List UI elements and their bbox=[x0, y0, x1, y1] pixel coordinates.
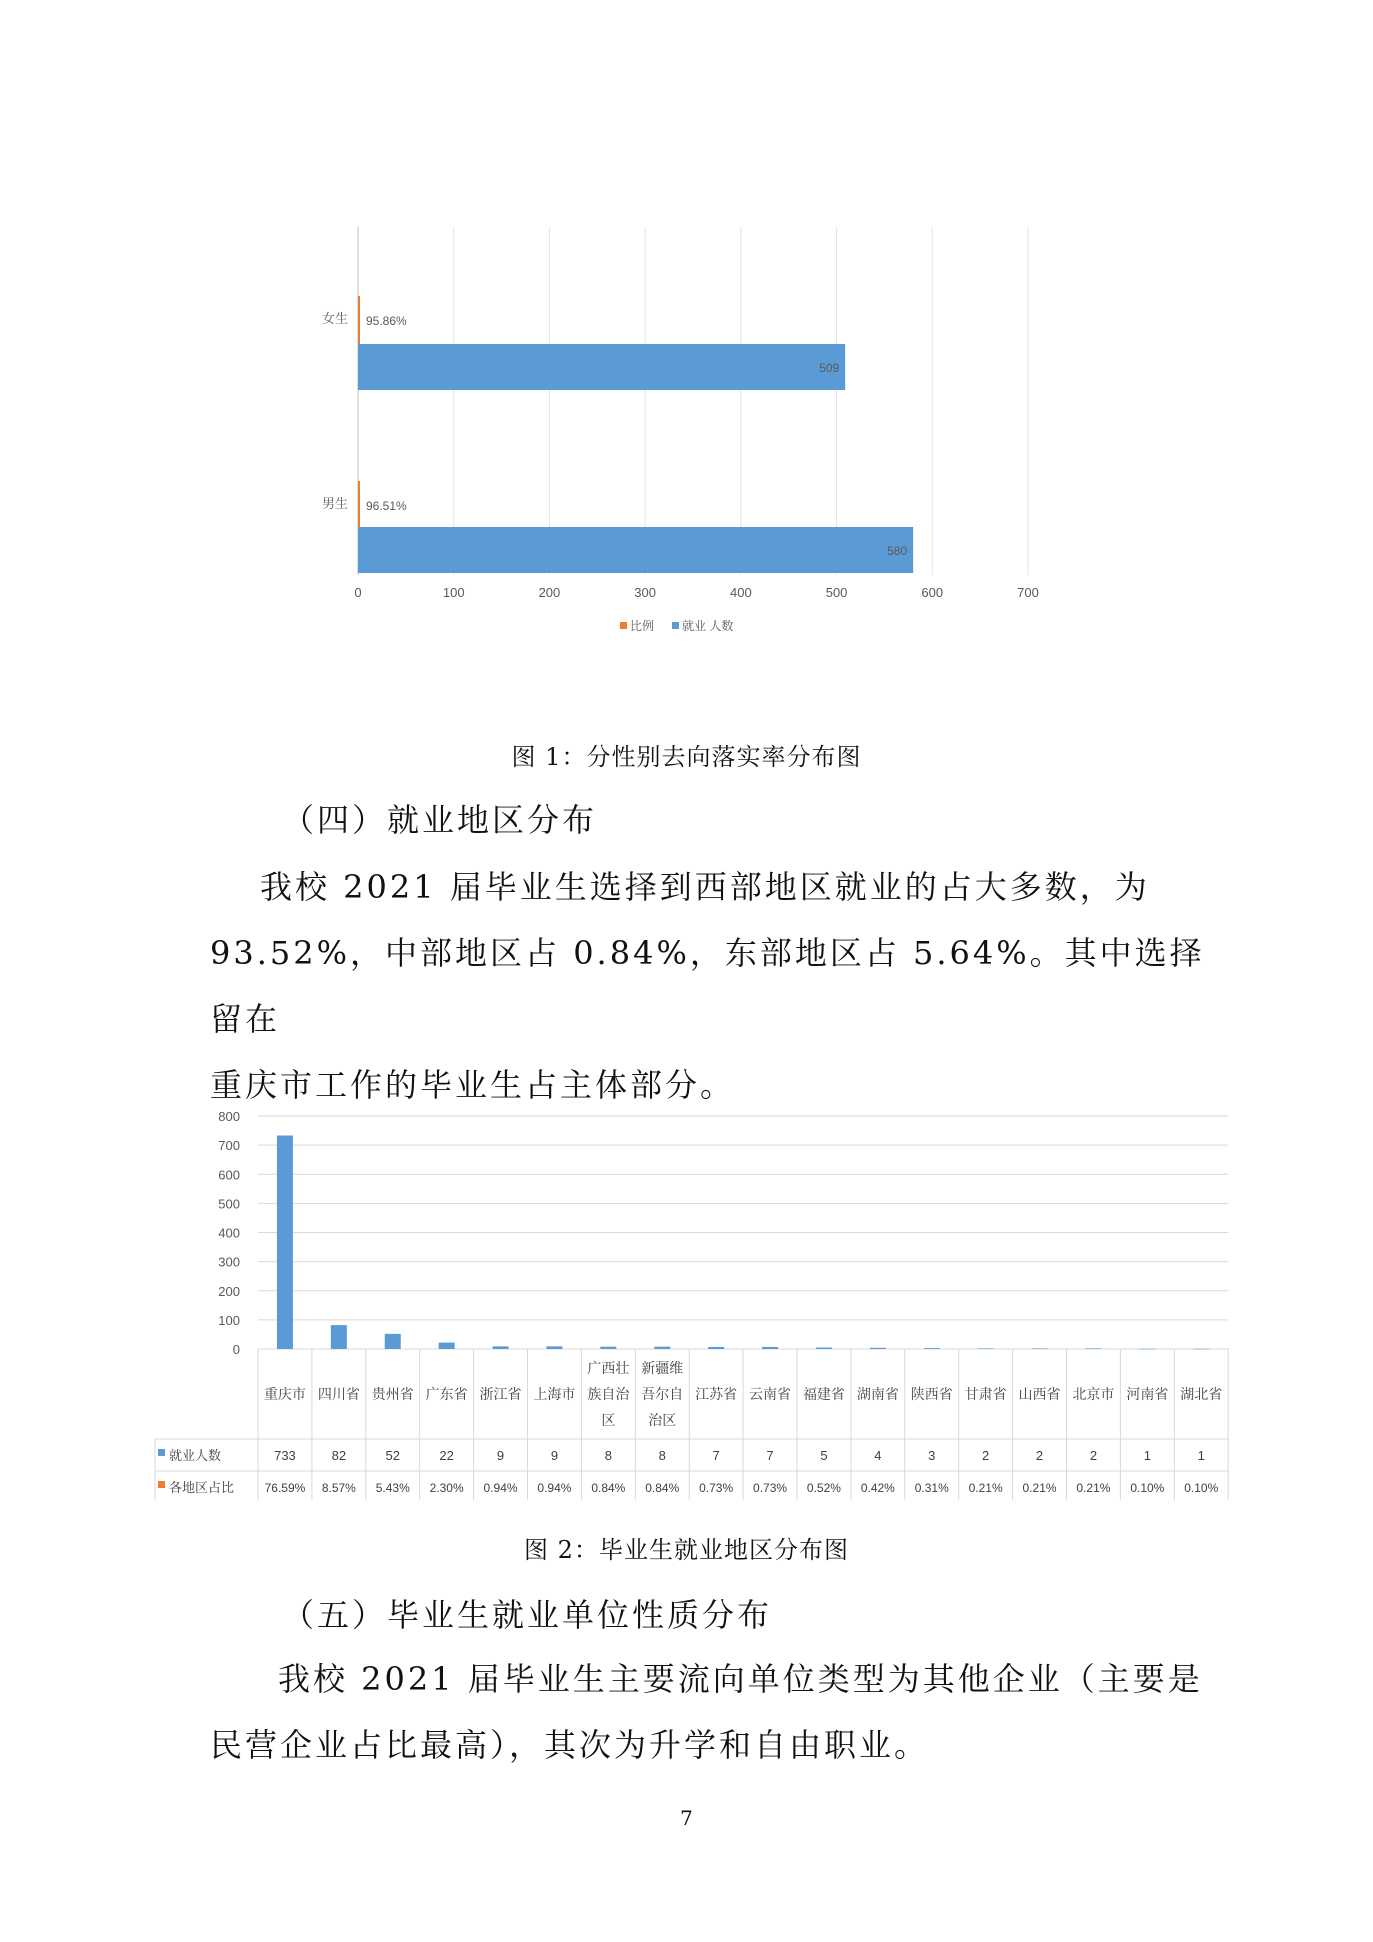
employment-count-cell: 2 bbox=[982, 1448, 990, 1463]
region-bar bbox=[870, 1348, 886, 1349]
region-bar bbox=[654, 1347, 670, 1349]
legend-label-employment: 就业 人数 bbox=[682, 619, 734, 633]
x-tick-label: 100 bbox=[442, 585, 465, 600]
legend-swatch-employment bbox=[672, 622, 679, 629]
section5-line-2: 民营企业占比最高），其次为升学和自由职业。 bbox=[210, 1726, 930, 1764]
category-label: 区 bbox=[601, 1412, 616, 1428]
ratio-bar bbox=[358, 296, 360, 344]
chart2-labels bbox=[169, 1109, 1222, 1495]
employment-count-cell: 7 bbox=[766, 1448, 774, 1463]
y-tick-label: 200 bbox=[218, 1283, 240, 1299]
employment-count-cell: 22 bbox=[439, 1448, 454, 1463]
x-tick-label: 400 bbox=[730, 585, 752, 600]
category-label: 江苏省 bbox=[695, 1386, 738, 1402]
share-percent-cell: 2.30% bbox=[429, 1481, 464, 1495]
x-tick-label: 0 bbox=[354, 585, 362, 600]
category-label: 女生 bbox=[321, 311, 348, 326]
figure1-caption: 图 1：分性别去向落实率分布图 bbox=[511, 743, 862, 771]
employment-count-cell: 7 bbox=[712, 1448, 720, 1463]
share-percent-cell: 0.52% bbox=[806, 1481, 841, 1495]
category-label: 浙江省 bbox=[479, 1386, 522, 1402]
page-number: 7 bbox=[680, 1806, 693, 1830]
category-label: 新疆维 bbox=[641, 1360, 684, 1376]
y-tick-label: 100 bbox=[218, 1312, 240, 1328]
employment-count-cell: 2 bbox=[1089, 1448, 1098, 1463]
x-tick-label: 600 bbox=[921, 585, 944, 600]
employment-data-label: 509 bbox=[819, 361, 840, 375]
category-label: 广西壮 bbox=[587, 1360, 630, 1376]
region-bar bbox=[816, 1348, 832, 1349]
category-label: 族自治 bbox=[587, 1386, 630, 1402]
category-label: 贵州省 bbox=[371, 1386, 414, 1402]
category-label: 四川省 bbox=[317, 1386, 360, 1402]
share-percent-cell: 0.94% bbox=[537, 1481, 572, 1495]
share-percent-cell: 0.21% bbox=[1022, 1481, 1057, 1495]
employment-count-cell: 82 bbox=[331, 1448, 347, 1463]
y-tick-label: 400 bbox=[218, 1225, 240, 1241]
employment-bar bbox=[358, 527, 913, 573]
y-tick-label: 500 bbox=[218, 1196, 240, 1212]
employment-bar bbox=[358, 344, 845, 390]
share-percent-cell: 0.10% bbox=[1130, 1481, 1165, 1495]
region-bar bbox=[1193, 1349, 1209, 1350]
region-bar bbox=[1139, 1349, 1155, 1350]
region-bar bbox=[1085, 1348, 1101, 1349]
x-tick-label: 700 bbox=[1017, 585, 1039, 600]
row-header-employment: 就业人数 bbox=[169, 1448, 222, 1463]
region-bar bbox=[762, 1347, 778, 1349]
share-percent-cell: 0.84% bbox=[591, 1481, 626, 1495]
y-tick-label: 800 bbox=[218, 1109, 240, 1124]
employment-data-label: 580 bbox=[887, 544, 908, 558]
share-percent-cell: 0.84% bbox=[645, 1481, 680, 1495]
employment-count-cell: 2 bbox=[1035, 1448, 1044, 1463]
employment-count-cell: 5 bbox=[820, 1448, 828, 1463]
category-label: 男生 bbox=[321, 496, 348, 511]
y-tick-label: 300 bbox=[218, 1254, 240, 1270]
category-label: 山西省 bbox=[1018, 1386, 1061, 1402]
category-label: 云南省 bbox=[749, 1386, 792, 1402]
share-percent-cell: 0.73% bbox=[699, 1481, 734, 1495]
x-tick-label: 500 bbox=[825, 585, 848, 600]
chart2-gridlines bbox=[155, 1116, 1228, 1500]
section5-paragraph bbox=[210, 1646, 1210, 1778]
region-bar bbox=[600, 1347, 616, 1349]
category-label: 重庆市 bbox=[263, 1386, 306, 1402]
gender-employment-chart bbox=[300, 225, 1080, 665]
legend-swatch-share bbox=[158, 1481, 165, 1488]
employment-count-cell: 733 bbox=[274, 1448, 296, 1463]
section5-line-1: 我校 2021 届毕业生主要流向单位类型为其他企业（主要是 bbox=[278, 1660, 1203, 1698]
chart1-bars bbox=[358, 296, 913, 629]
section4-heading: （四）就业地区分布 bbox=[282, 801, 598, 839]
category-label: 治区 bbox=[648, 1412, 677, 1428]
employment-count-cell: 1 bbox=[1197, 1448, 1205, 1463]
employment-count-cell: 8 bbox=[658, 1448, 666, 1463]
section5-heading: （五）毕业生就业单位性质分布 bbox=[282, 1596, 773, 1634]
legend-swatch-employment bbox=[158, 1449, 165, 1456]
share-percent-cell: 0.21% bbox=[968, 1481, 1003, 1495]
employment-count-cell: 4 bbox=[874, 1448, 882, 1463]
y-tick-label: 600 bbox=[218, 1167, 240, 1183]
employment-count-cell: 9 bbox=[496, 1448, 505, 1463]
section4-paragraph bbox=[210, 854, 1210, 1118]
figure2-caption: 图 2：毕业生就业地区分布图 bbox=[524, 1536, 849, 1564]
share-percent-cell: 8.57% bbox=[321, 1481, 356, 1495]
share-percent-cell: 0.94% bbox=[483, 1481, 518, 1495]
region-bar bbox=[277, 1136, 293, 1349]
region-bar bbox=[439, 1343, 455, 1349]
employment-count-cell: 8 bbox=[604, 1448, 612, 1463]
category-label: 河南省 bbox=[1126, 1386, 1169, 1402]
row-header-share: 各地区占比 bbox=[169, 1480, 235, 1495]
category-label: 福建省 bbox=[802, 1386, 845, 1402]
category-label: 湖南省 bbox=[856, 1386, 899, 1402]
legend-swatch-ratio bbox=[620, 622, 627, 629]
category-label: 甘肃省 bbox=[964, 1386, 1007, 1402]
section4-line-3: 重庆市工作的毕业生占主体部分。 bbox=[210, 1066, 736, 1104]
employment-count-cell: 52 bbox=[385, 1448, 400, 1463]
chart2-bars bbox=[158, 1136, 1209, 1488]
category-label: 湖北省 bbox=[1180, 1386, 1223, 1402]
region-bar bbox=[1032, 1348, 1048, 1349]
category-label: 陕西省 bbox=[910, 1386, 953, 1402]
share-percent-cell: 0.73% bbox=[753, 1481, 788, 1495]
section4-line-1: 我校 2021 届毕业生选择到西部地区就业的占大多数，为 bbox=[260, 868, 1150, 906]
share-percent-cell: 76.59% bbox=[264, 1481, 306, 1495]
category-label: 北京市 bbox=[1072, 1386, 1115, 1402]
category-label: 上海市 bbox=[533, 1386, 576, 1402]
share-percent-cell: 0.21% bbox=[1076, 1481, 1111, 1495]
category-label: 广东省 bbox=[425, 1386, 468, 1402]
employment-count-cell: 3 bbox=[928, 1448, 936, 1463]
y-tick-label: 0 bbox=[232, 1342, 240, 1357]
x-tick-label: 300 bbox=[634, 585, 656, 600]
share-percent-cell: 0.10% bbox=[1184, 1481, 1219, 1495]
share-percent-cell: 0.31% bbox=[914, 1481, 949, 1495]
x-tick-label: 200 bbox=[538, 585, 561, 600]
region-bar bbox=[331, 1325, 347, 1349]
region-bar bbox=[978, 1348, 994, 1349]
region-bar bbox=[546, 1346, 562, 1349]
region-bar bbox=[924, 1348, 940, 1349]
ratio-data-label: 95.86% bbox=[366, 314, 407, 328]
ratio-data-label: 96.51% bbox=[366, 499, 407, 513]
region-bar bbox=[493, 1346, 509, 1349]
share-percent-cell: 0.42% bbox=[860, 1481, 895, 1495]
chart1-gridlines bbox=[358, 227, 1028, 575]
share-percent-cell: 5.43% bbox=[375, 1481, 410, 1495]
region-bar bbox=[385, 1334, 401, 1349]
category-label: 吾尔自 bbox=[641, 1386, 684, 1402]
y-tick-label: 700 bbox=[218, 1138, 240, 1154]
ratio-bar bbox=[358, 481, 360, 529]
section4-line-2: 93.52%，中部地区占 0.84%，东部地区占 5.64%。其中选择留在 bbox=[210, 934, 1205, 1038]
region-distribution-chart bbox=[150, 1100, 1230, 1500]
legend-label-ratio: 比例 bbox=[630, 619, 655, 633]
employment-count-cell: 1 bbox=[1143, 1448, 1151, 1463]
employment-count-cell: 9 bbox=[550, 1448, 559, 1463]
region-bar bbox=[708, 1347, 724, 1349]
